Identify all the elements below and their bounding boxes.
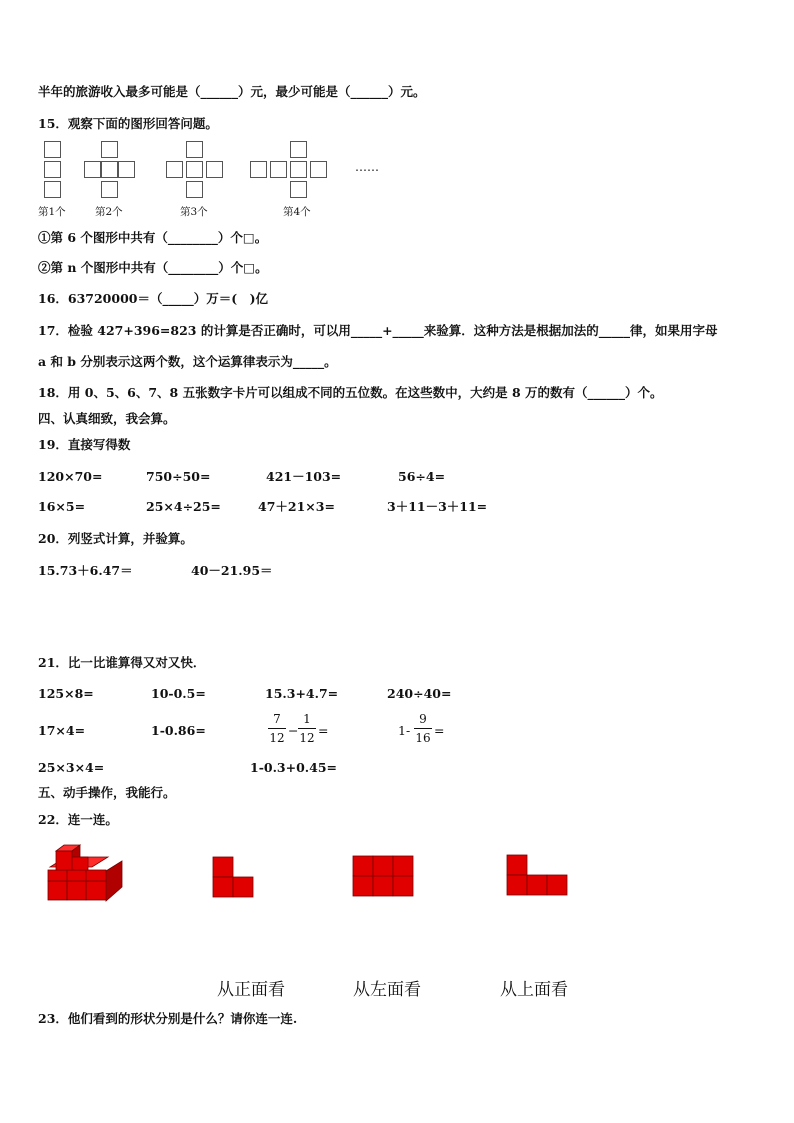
q19-item: 25×4÷25= xyxy=(146,499,221,514)
q21-item: 1-0.3+0.45= xyxy=(250,760,338,775)
square-icon xyxy=(186,141,203,158)
square-icon xyxy=(101,141,118,158)
equals-sign: = xyxy=(434,723,445,738)
q17-line2: a 和 b 分别表示这两个数，这个运算律表示为_____。 xyxy=(38,354,337,369)
square-icon xyxy=(44,181,61,198)
square-icon xyxy=(44,161,61,178)
square-icon xyxy=(84,161,101,178)
square-icon xyxy=(250,161,267,178)
q15-sub2: ②第 n 个图形中共有（________）个□。 xyxy=(38,260,268,275)
q21-item: 25×3×4= xyxy=(38,760,105,775)
fraction xyxy=(298,712,316,745)
ellipsis: …… xyxy=(355,160,379,174)
square-icon xyxy=(206,161,223,178)
q19-item: 750÷50= xyxy=(146,469,211,484)
q20-item: 15.73＋6.47＝ xyxy=(38,563,133,578)
denominator: 12 xyxy=(299,731,315,745)
square-icon xyxy=(310,161,327,178)
equals-sign: = xyxy=(318,723,329,738)
view-label-front: 从正面看 xyxy=(217,980,285,1000)
q22-title: 22．连一连。 xyxy=(38,812,118,827)
q19-item: 421－103= xyxy=(266,469,342,484)
q20-title: 20．列竖式计算，并验算。 xyxy=(38,531,193,546)
square-icon xyxy=(186,161,203,178)
fraction xyxy=(414,712,432,745)
view-shape-long-l xyxy=(506,854,570,896)
prefix: 1- xyxy=(398,723,411,738)
square-icon xyxy=(44,141,61,158)
q21-item: 17×4= xyxy=(38,723,86,738)
view-label-top: 从上面看 xyxy=(500,980,568,1000)
q19-item: 47＋21×3= xyxy=(258,499,335,514)
denominator: 12 xyxy=(269,731,285,745)
cube-stack-3d xyxy=(44,843,128,905)
q15-sub1: ①第 6 个图形中共有（________）个□。 xyxy=(38,230,268,245)
q21-item: 15.3+4.7= xyxy=(265,686,339,701)
q21-item: 1-0.86= xyxy=(151,723,206,738)
view-label-left: 从左面看 xyxy=(353,980,421,1000)
q18: 18．用 0、5、6、7、8 五张数字卡片可以组成不同的五位数。在这些数中，大约是 8 万的数有（______）个。 xyxy=(38,385,663,400)
q19-title: 19．直接写得数 xyxy=(38,437,131,452)
q16: 16．63720000＝（_____）万＝( )亿 xyxy=(38,291,269,306)
square-icon xyxy=(118,161,135,178)
numerator: 1 xyxy=(303,712,311,726)
q21-item: 10-0.5= xyxy=(151,686,206,701)
q15-title: 15．观察下面的图形回答问题。 xyxy=(38,116,218,131)
view-shape-l xyxy=(212,856,256,898)
q20-item: 40－21.95＝ xyxy=(191,563,273,578)
q23: 23．他们看到的形状分别是什么？请你连一连. xyxy=(38,1011,298,1026)
square-icon xyxy=(290,141,307,158)
square-icon xyxy=(101,181,118,198)
square-icon xyxy=(101,161,118,178)
q21-item: 240÷40= xyxy=(387,686,452,701)
figure-caption-3: 第3个 xyxy=(180,206,208,218)
figure-caption-1: 第1个 xyxy=(38,206,66,218)
square-icon xyxy=(270,161,287,178)
q19-item: 16×5= xyxy=(38,499,86,514)
figure-caption-4: 第4个 xyxy=(283,206,311,218)
figure-caption-2: 第2个 xyxy=(95,206,123,218)
q19-item: 56÷4= xyxy=(398,469,446,484)
view-shape-grid xyxy=(352,855,414,897)
section4-heading: 四、认真细致，我会算。 xyxy=(38,411,176,426)
numerator: 7 xyxy=(273,712,281,726)
square-icon xyxy=(290,181,307,198)
q21-title: 21．比一比谁算得又对又快． xyxy=(38,655,206,670)
q19-item: 3＋11－3＋11= xyxy=(387,499,488,514)
fraction xyxy=(268,712,286,745)
q21-item: 125×8= xyxy=(38,686,94,701)
q14-tail: 半年的旅游收入最多可能是（______）元，最少可能是（______）元。 xyxy=(38,84,426,99)
denominator: 16 xyxy=(415,731,431,745)
section5-heading: 五、动手操作，我能行。 xyxy=(38,785,176,800)
minus-sign: − xyxy=(288,723,299,738)
q17-line1: 17．检验 427+396=823 的计算是否正确时，可以用_____+_____来验算．这种方法是根据加法的_____律，如果用字母 xyxy=(38,323,718,338)
numerator: 9 xyxy=(419,712,427,726)
q19-item: 120×70= xyxy=(38,469,103,484)
square-icon xyxy=(166,161,183,178)
square-icon xyxy=(186,181,203,198)
square-icon xyxy=(290,161,307,178)
